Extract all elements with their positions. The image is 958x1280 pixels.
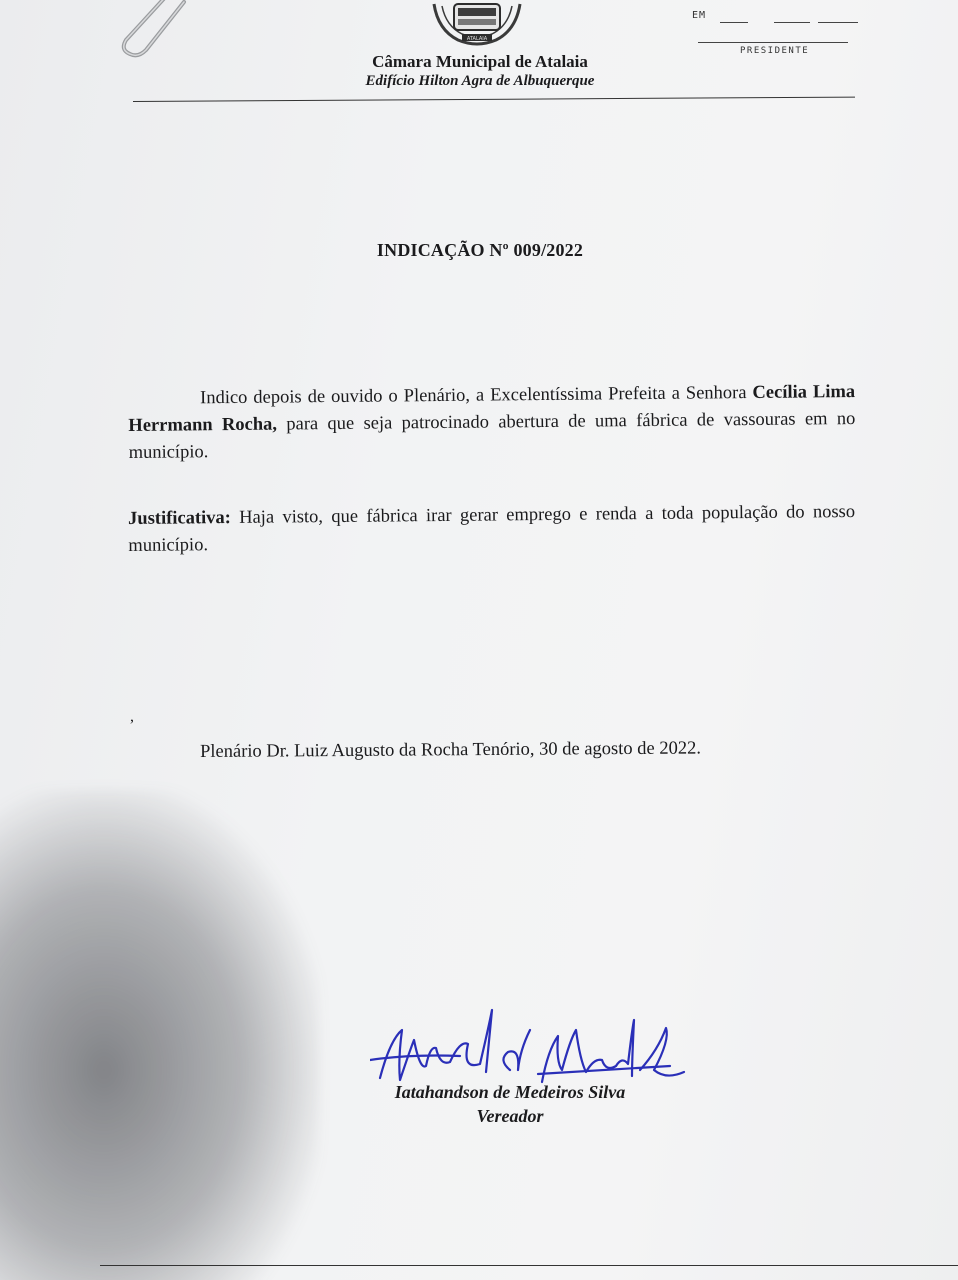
justification-text: Haja visto, que fábrica irar gerar emprego e renda a toda população do nosso município.: [128, 502, 856, 556]
stamp-date-line: [818, 22, 858, 23]
document-title: INDICAÇÃO Nº 009/2022: [376, 240, 584, 260]
building-name: Edifício Hilton Agra de Albuquerque: [365, 73, 595, 89]
signer-name: Iatahandson de Medeiros Silva: [394, 1082, 626, 1102]
hand-shadow: [0, 790, 320, 1280]
indication-paragraph: [128, 379, 856, 467]
stamp-president-label: PRESIDENTE: [740, 46, 810, 56]
municipal-seal: [428, 0, 526, 48]
paragraph-text: para que seja patrocinado abertura de uma fábrica de vassouras em no município.: [128, 409, 856, 463]
justification-paragraph: [128, 499, 855, 560]
place-and-date: Plenário Dr. Luiz Augusto da Rocha Tenório, 30 de agosto de 2022.: [200, 738, 702, 762]
receipt-stamp: [690, 2, 870, 62]
stamp-signature-line: [698, 42, 848, 43]
header-divider: [133, 97, 855, 102]
signer-role: Vereador: [476, 1106, 544, 1126]
footer-divider: [100, 1265, 958, 1266]
stamp-date-line: [774, 22, 810, 23]
seal-lettering: ATALAIA: [466, 36, 488, 42]
paragraph-text: Indico depois de ouvido o Plenário, a Excelentíssima Prefeita a Senhora: [200, 383, 753, 409]
justification-label: Justificativa:: [128, 508, 231, 529]
institution-name: Câmara Municipal de Atalaia: [372, 52, 588, 71]
stray-mark: ,: [130, 708, 134, 725]
mayor-name: Cecília Lima Herrmann Rocha,: [128, 382, 856, 436]
stamp-date-line: [720, 22, 748, 23]
paper-clip-icon: [118, 0, 188, 64]
stamp-em-label: EM: [692, 10, 707, 21]
